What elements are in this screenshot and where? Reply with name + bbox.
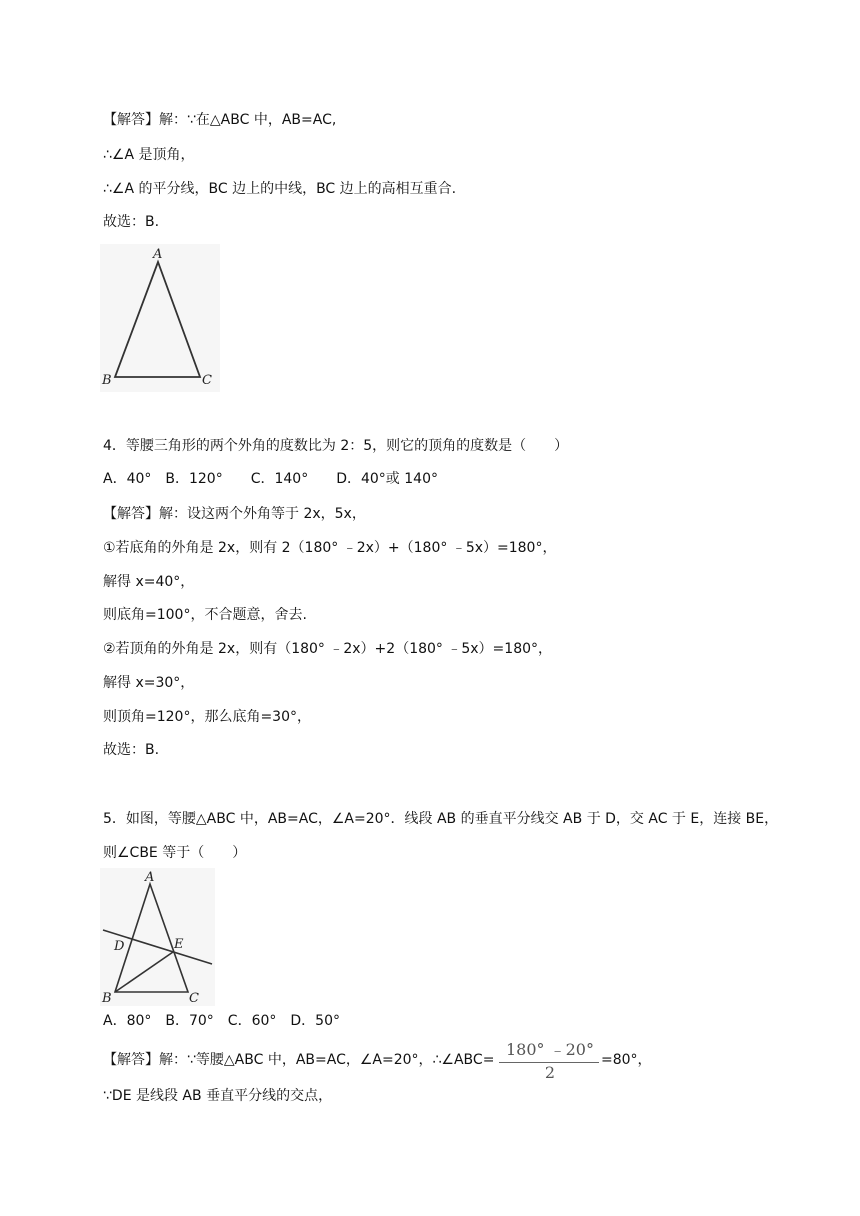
label-d: D xyxy=(114,939,125,954)
q4-answer-line-5: ②若顶角的外角是 2x，则有（180° ﹣2x）+2（180° ﹣5x）=180°， xyxy=(103,641,553,657)
q5-answer-suffix: =80°， xyxy=(601,1052,652,1068)
q4-answer-line-6: 解得 x=30°， xyxy=(103,675,195,691)
q4-options: A．40° B．120° C．140° D．40°或 140° xyxy=(103,471,438,487)
label-a: A xyxy=(153,247,163,262)
label-c: C xyxy=(189,991,199,1006)
q4-answer-line-2: ①若底角的外角是 2x，则有 2（180° ﹣2x）+（180° ﹣5x）=180°， xyxy=(103,540,557,556)
q4-answer-line-8: 故选：B. xyxy=(103,742,160,758)
q5-answer-line-2: ∵DE 是线段 AB 垂直平分线的交点， xyxy=(103,1088,333,1104)
q4-answer-line-7: 则顶角=120°，那么底角=30°， xyxy=(103,709,311,725)
q4-answer-line-1: 【解答】解：设这两个外角等于 2x，5x， xyxy=(103,506,366,522)
q3-answer-line-2: ∴∠A 是顶角， xyxy=(103,147,195,163)
label-a: A xyxy=(145,870,155,885)
q4-answer-line-3: 解得 x=40°， xyxy=(103,574,195,590)
q5-answer-prefix: 【解答】解：∵等腰△ABC 中，AB=AC，∠A=20°，∴∠ABC= xyxy=(103,1052,495,1068)
triangle-abc-figure xyxy=(100,244,220,392)
q5-question-line-2: 则∠CBE 等于（ ） xyxy=(103,845,247,861)
q5-question-line-1: 5．如图，等腰△ABC 中，AB=AC，∠A=20°．线段 AB 的垂直平分线交 AB 于 D，交 AC 于 E，连接 BE， xyxy=(103,811,779,827)
fraction xyxy=(495,1040,605,1082)
q4-answer-line-4: 则底角=100°，不合题意，舍去. xyxy=(103,607,307,623)
q3-answer-line-1: 【解答】解：∵在△ABC 中，AB=AC, xyxy=(103,112,337,128)
fraction-numerator: 180° ﹣20° xyxy=(506,1040,594,1059)
q3-answer-line-3: ∴∠A 的平分线，BC 边上的中线，BC 边上的高相互重合. xyxy=(103,181,457,197)
label-c: C xyxy=(202,373,212,388)
q4-question: 4．等腰三角形的两个外角的度数比为 2：5，则它的顶角的度数是（ ） xyxy=(103,438,569,454)
label-e: E xyxy=(174,937,184,952)
triangle-bisector-figure xyxy=(100,868,215,1006)
label-b: B xyxy=(102,373,112,388)
q3-answer-line-4: 故选：B. xyxy=(103,214,160,230)
fraction-denominator: 2 xyxy=(544,1063,556,1082)
q5-options: A．80° B．70° C．60° D．50° xyxy=(103,1013,340,1029)
label-b: B xyxy=(102,991,112,1006)
